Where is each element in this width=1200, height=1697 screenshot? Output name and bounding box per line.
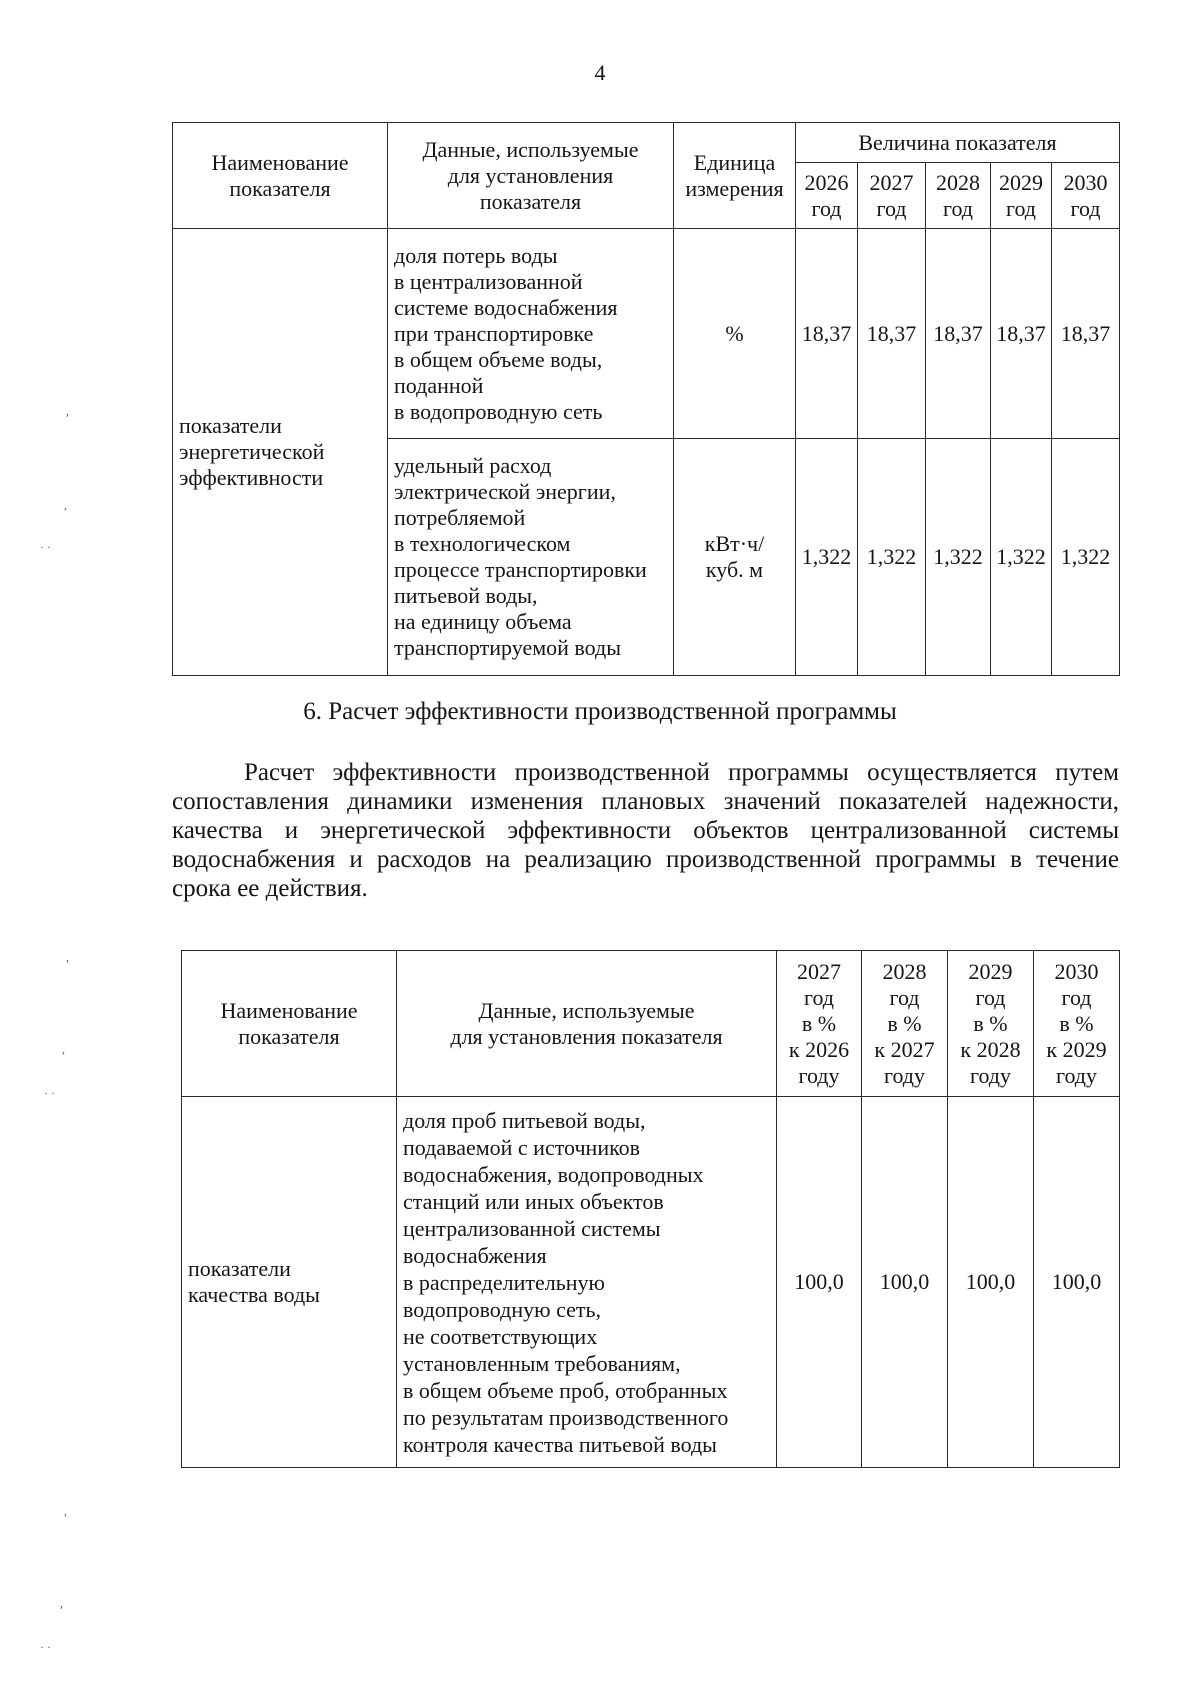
value-cell: 18,37: [796, 229, 858, 439]
value-cell: 100,0: [1034, 1097, 1120, 1468]
scan-speck: ,: [60, 1596, 63, 1610]
header-data: Данные, используемые для установления показателя: [397, 951, 777, 1097]
header-year: 2029 год: [991, 163, 1052, 229]
value-cell: 18,37: [858, 229, 926, 439]
scan-speck: ,: [66, 950, 69, 964]
scan-speck: · ·: [44, 1086, 55, 1100]
energy-efficiency-table: [172, 122, 1120, 676]
header-year: 2028 год в % к 2027 году: [862, 951, 948, 1097]
value-cell: 18,37: [926, 229, 991, 439]
row-name: показатели качества воды: [182, 1097, 397, 1468]
value-cell: 18,37: [991, 229, 1052, 439]
scan-speck: ,: [66, 404, 69, 418]
scan-speck: · ·: [40, 1640, 51, 1654]
value-cell: 1,322: [1052, 439, 1120, 676]
table-row: [182, 1097, 1120, 1468]
body-paragraph: Расчет эффективности производственной программы осуществляется путем сопоставления динамики изменения плановых значений показателей надежности, качества и энергетической эффективности объектов централизованной системы водоснабжения и расходов на реализацию производственной программы в течение срока ее действия.: [172, 759, 1119, 902]
water-quality-table: [181, 950, 1120, 1468]
value-cell: 100,0: [777, 1097, 862, 1468]
scan-speck: ,: [64, 498, 67, 512]
header-year: 2027 год: [858, 163, 926, 229]
value-cell: 18,37: [1052, 229, 1120, 439]
header-year: 2026 год: [796, 163, 858, 229]
header-year: 2030 год: [1052, 163, 1120, 229]
header-year: 2030 год в % к 2029 году: [1034, 951, 1120, 1097]
header-year: 2027 год в % к 2026 году: [777, 951, 862, 1097]
header-name: Наименование показателя: [182, 951, 397, 1097]
value-cell: 1,322: [858, 439, 926, 676]
row-data-text: удельный расход электрической энергии, потребляемой в технологическом процессе транспортировки питьевой воды, на единицу объема транспортируемой воды: [394, 453, 647, 660]
header-year: 2028 год: [926, 163, 991, 229]
row-data-text: доля потерь воды в централизованной системе водоснабжения при транспортировке в общем объеме воды, поданной в водопроводную сеть: [394, 242, 618, 424]
page-number: 4: [594, 60, 606, 85]
row-data: [388, 229, 674, 439]
scan-speck: · ·: [40, 540, 51, 554]
scan-speck: ,: [62, 1042, 65, 1056]
row-data: [388, 439, 674, 676]
header-name: Наименование показателя: [173, 123, 388, 229]
value-cell: 1,322: [991, 439, 1052, 676]
group-name: показатели энергетической эффективности: [173, 229, 388, 676]
row-unit: %: [674, 229, 796, 439]
value-cell: 1,322: [796, 439, 858, 676]
header-value-group: Величина показателя: [796, 123, 1120, 163]
value-cell: 100,0: [862, 1097, 948, 1468]
value-cell: 1,322: [926, 439, 991, 676]
row-data: доля проб питьевой воды, подаваемой с источников водоснабжения, водопроводных станций или иных объектов централизованной системы водоснабжения в распределительную водопроводную сеть, не соответствующих установленным требованиям, в общем объеме проб, отобранных по результатам производственного контроля качества питьевой воды: [397, 1097, 777, 1468]
scan-speck: ,: [64, 1504, 67, 1518]
header-data: Данные, используемые для установления показателя: [388, 123, 674, 229]
header-unit: Единица измерения: [674, 123, 796, 229]
header-year: 2029 год в % к 2028 году: [948, 951, 1034, 1097]
row-unit: кВт·ч/ куб. м: [674, 439, 796, 676]
table-row: [173, 229, 1120, 439]
section-heading: 6. Расчет эффективности производственной программы: [303, 698, 897, 725]
value-cell: 100,0: [948, 1097, 1034, 1468]
